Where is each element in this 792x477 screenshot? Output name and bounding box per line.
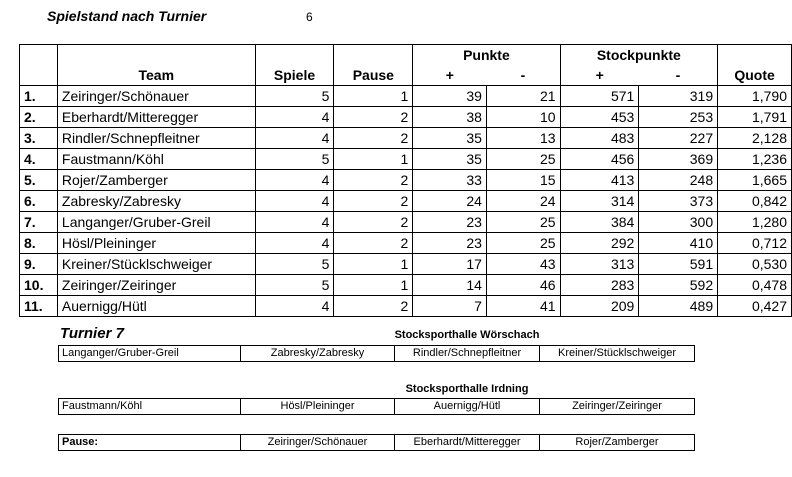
team-cell: Auernigg/Hütl (57, 296, 255, 317)
spiele-cell: 4 (255, 107, 334, 128)
next-tournament-title: Turnier 7 (60, 325, 124, 342)
pause-cell: 2 (334, 212, 413, 233)
header-spiele: Spiele (255, 65, 334, 86)
punkte-plus-cell: 24 (413, 191, 487, 212)
punkte-plus-cell: 23 (413, 212, 487, 233)
venue-2-team: Faustmann/Köhl (59, 399, 241, 415)
pause-cell: 1 (334, 254, 413, 275)
quote-cell: 0,842 (718, 191, 792, 212)
venue-1-team: Kreiner/Stücklschweiger (540, 346, 695, 362)
punkte-minus-cell: 21 (486, 86, 560, 107)
spiele-cell: 5 (255, 149, 334, 170)
spiele-cell: 5 (255, 275, 334, 296)
rank-cell: 3. (20, 128, 58, 149)
stock-plus-cell: 413 (560, 170, 639, 191)
table-row (20, 191, 792, 212)
pause-team: Zeiringer/Schönauer (241, 435, 395, 451)
header-stock-plus: + (560, 65, 639, 86)
venue-1-team: Rindler/Schnepfleitner (395, 346, 540, 362)
spiele-cell: 5 (255, 254, 334, 275)
quote-cell: 1,280 (718, 212, 792, 233)
table-row (20, 170, 792, 191)
stock-plus-cell: 571 (560, 86, 639, 107)
rank-cell: 1. (20, 86, 58, 107)
stock-plus-cell: 456 (560, 149, 639, 170)
team-cell: Faustmann/Köhl (57, 149, 255, 170)
punkte-plus-cell: 14 (413, 275, 487, 296)
quote-cell: 0,478 (718, 275, 792, 296)
pause-cell: 1 (334, 149, 413, 170)
tournament-number: 6 (306, 10, 313, 24)
punkte-plus-cell: 39 (413, 86, 487, 107)
spiele-cell: 4 (255, 191, 334, 212)
header-quote-blank (718, 45, 792, 66)
header-rank (20, 65, 58, 86)
venue-1-team: Langanger/Gruber-Greil (59, 346, 241, 362)
header-pause: Pause (334, 65, 413, 86)
spiele-cell: 5 (255, 86, 334, 107)
punkte-minus-cell: 46 (486, 275, 560, 296)
header-quote: Quote (718, 65, 792, 86)
venue-2-team: Zeiringer/Zeiringer (540, 399, 695, 415)
spiele-cell: 4 (255, 212, 334, 233)
table-row (20, 128, 792, 149)
punkte-plus-cell: 35 (413, 149, 487, 170)
table-row (20, 233, 792, 254)
team-cell: Rojer/Zamberger (57, 170, 255, 191)
venue-1-teams (58, 345, 695, 362)
standings-table (19, 44, 792, 317)
header-stockpunkte: Stockpunkte (560, 45, 718, 66)
stock-minus-cell: 373 (639, 191, 718, 212)
pause-cell: 2 (334, 191, 413, 212)
stock-plus-cell: 483 (560, 128, 639, 149)
page-title: Spielstand nach Turnier (47, 8, 207, 24)
stock-minus-cell: 253 (639, 107, 718, 128)
quote-cell: 0,530 (718, 254, 792, 275)
spiele-cell: 4 (255, 296, 334, 317)
stock-minus-cell: 592 (639, 275, 718, 296)
rank-cell: 10. (20, 275, 58, 296)
punkte-plus-cell: 17 (413, 254, 487, 275)
table-row (20, 296, 792, 317)
venue-1-team: Zabresky/Zabresky (241, 346, 395, 362)
rank-cell: 6. (20, 191, 58, 212)
quote-cell: 1,791 (718, 107, 792, 128)
punkte-plus-cell: 33 (413, 170, 487, 191)
team-cell: Rindler/Schnepfleitner (57, 128, 255, 149)
header-stock-minus: - (639, 65, 718, 86)
pause-team: Rojer/Zamberger (540, 435, 695, 451)
stock-plus-cell: 283 (560, 275, 639, 296)
header-pause-blank (334, 45, 413, 66)
spiele-cell: 4 (255, 170, 334, 191)
pause-cell: 2 (334, 107, 413, 128)
team-cell: Eberhardt/Mitteregger (57, 107, 255, 128)
stock-plus-cell: 453 (560, 107, 639, 128)
stock-minus-cell: 300 (639, 212, 718, 233)
punkte-plus-cell: 23 (413, 233, 487, 254)
header-punkte-plus: + (413, 65, 487, 86)
punkte-minus-cell: 15 (486, 170, 560, 191)
venue-2-team: Hösl/Pleininger (241, 399, 395, 415)
table-row (20, 149, 792, 170)
team-cell: Langanger/Gruber-Greil (57, 212, 255, 233)
team-cell: Zeiringer/Schönauer (57, 86, 255, 107)
stock-minus-cell: 227 (639, 128, 718, 149)
rank-cell: 8. (20, 233, 58, 254)
punkte-minus-cell: 10 (486, 107, 560, 128)
quote-cell: 0,427 (718, 296, 792, 317)
rank-cell: 2. (20, 107, 58, 128)
table-row (20, 107, 792, 128)
stock-minus-cell: 369 (639, 149, 718, 170)
venue-2-team: Auernigg/Hütl (395, 399, 540, 415)
rank-cell: 7. (20, 212, 58, 233)
stock-plus-cell: 292 (560, 233, 639, 254)
quote-cell: 1,236 (718, 149, 792, 170)
stock-minus-cell: 319 (639, 86, 718, 107)
stock-minus-cell: 489 (639, 296, 718, 317)
quote-cell: 1,665 (718, 170, 792, 191)
punkte-minus-cell: 13 (486, 128, 560, 149)
venue-1-name: Stocksporthalle Wörschach (394, 329, 540, 341)
venue-2-teams (58, 398, 695, 415)
header-rank-blank (20, 45, 58, 66)
pause-row (58, 434, 695, 451)
venue-2-name: Stocksporthalle Irdning (405, 383, 529, 395)
stock-plus-cell: 314 (560, 191, 639, 212)
stock-minus-cell: 591 (639, 254, 718, 275)
stock-minus-cell: 410 (639, 233, 718, 254)
stock-plus-cell: 384 (560, 212, 639, 233)
spiele-cell: 4 (255, 233, 334, 254)
punkte-minus-cell: 25 (486, 149, 560, 170)
rank-cell: 9. (20, 254, 58, 275)
team-cell: Zabresky/Zabresky (57, 191, 255, 212)
pause-cell: 2 (334, 128, 413, 149)
pause-cell: 2 (334, 296, 413, 317)
team-cell: Zeiringer/Zeiringer (57, 275, 255, 296)
punkte-minus-cell: 24 (486, 191, 560, 212)
punkte-minus-cell: 25 (486, 212, 560, 233)
punkte-plus-cell: 35 (413, 128, 487, 149)
stock-plus-cell: 313 (560, 254, 639, 275)
table-row (20, 275, 792, 296)
stock-minus-cell: 248 (639, 170, 718, 191)
header-spiele-blank (255, 45, 334, 66)
stock-plus-cell: 209 (560, 296, 639, 317)
pause-cell: 1 (334, 86, 413, 107)
punkte-minus-cell: 25 (486, 233, 560, 254)
rank-cell: 5. (20, 170, 58, 191)
punkte-plus-cell: 7 (413, 296, 487, 317)
quote-cell: 1,790 (718, 86, 792, 107)
header-punkte-minus: - (486, 65, 560, 86)
header-team-blank (57, 45, 255, 66)
spiele-cell: 4 (255, 128, 334, 149)
header-punkte: Punkte (413, 45, 560, 66)
team-cell: Kreiner/Stücklschweiger (57, 254, 255, 275)
punkte-minus-cell: 43 (486, 254, 560, 275)
pause-label: Pause: (59, 435, 241, 451)
punkte-minus-cell: 41 (486, 296, 560, 317)
pause-cell: 2 (334, 170, 413, 191)
table-row (20, 212, 792, 233)
pause-team: Eberhardt/Mitteregger (395, 435, 540, 451)
pause-cell: 2 (334, 233, 413, 254)
table-row (20, 254, 792, 275)
punkte-plus-cell: 38 (413, 107, 487, 128)
header-team: Team (57, 65, 255, 86)
quote-cell: 0,712 (718, 233, 792, 254)
quote-cell: 2,128 (718, 128, 792, 149)
team-cell: Hösl/Pleininger (57, 233, 255, 254)
table-row (20, 86, 792, 107)
rank-cell: 4. (20, 149, 58, 170)
pause-cell: 1 (334, 275, 413, 296)
rank-cell: 11. (20, 296, 58, 317)
